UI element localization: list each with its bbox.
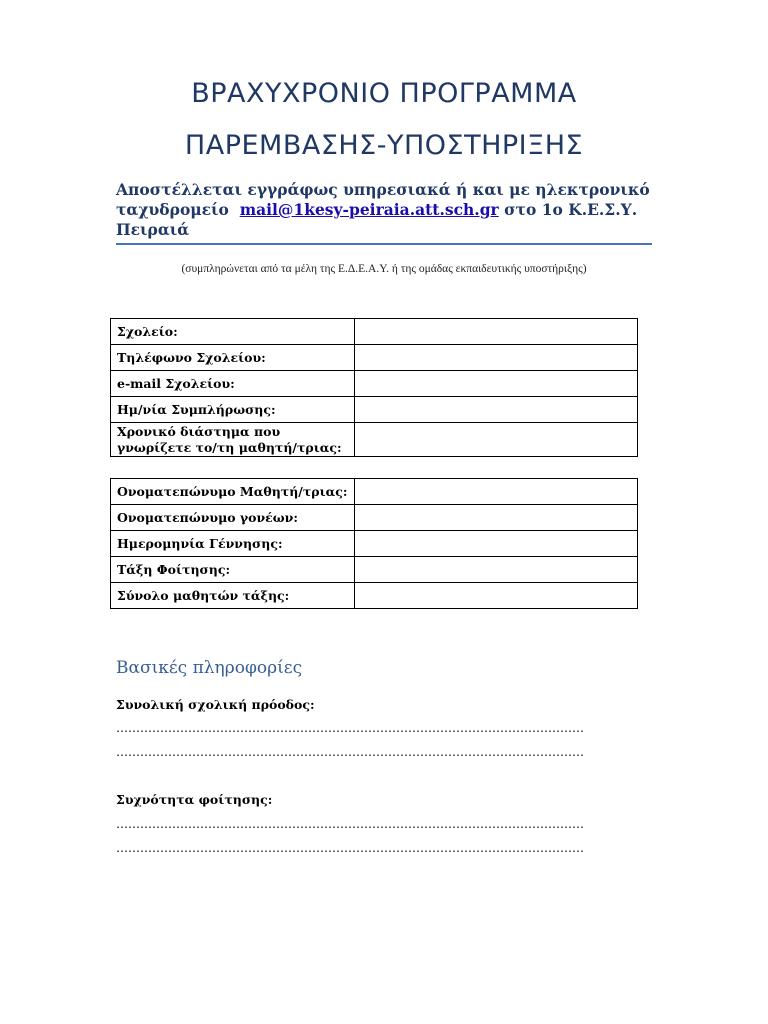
- student-name-field[interactable]: [355, 479, 638, 505]
- table-row: [111, 397, 638, 423]
- instructions-line-2: [116, 200, 656, 220]
- grade-label: Τάξη Φοίτησης:: [111, 557, 355, 583]
- instructions-suffix: στο 1ο Κ.Ε.Σ.Υ.: [504, 200, 638, 219]
- table-row: [111, 531, 638, 557]
- submission-instructions: [116, 180, 656, 240]
- attendance-line-2[interactable]: ………………………………………………………………………………………………………: [116, 841, 584, 855]
- school-progress-line-2[interactable]: ………………………………………………………………………………………………………: [116, 745, 584, 759]
- school-email-label: e-mail Σχολείου:: [111, 371, 355, 397]
- class-size-label: Σύνολο μαθητών τάξης:: [111, 583, 355, 609]
- class-size-field[interactable]: [355, 583, 638, 609]
- school-progress-label: Συνολική σχολική πρόοδος:: [116, 697, 315, 712]
- school-info-table: [110, 318, 638, 457]
- table-row: [111, 479, 638, 505]
- table-row: [111, 505, 638, 531]
- school-field[interactable]: [355, 319, 638, 345]
- acquaintance-period-label: Χρονικό διάστημα που γνωρίζετε το/τη μαθητή/τριας:: [111, 423, 355, 457]
- document-title-line-2: ΠΑΡΕΜΒΑΣΗΣ-ΥΠΟΣΤΗΡΙΞΗΣ: [184, 130, 584, 161]
- table-row: [111, 557, 638, 583]
- attendance-label: Συχνότητα φοίτησης:: [116, 792, 273, 807]
- document-title-line-1: ΒΡΑΧΥΧΡΟΝΙΟ ΠΡΟΓΡΑΜΜΑ: [191, 78, 577, 109]
- basic-info-heading: Βασικές πληροφορίες: [116, 658, 303, 678]
- birth-date-field[interactable]: [355, 531, 638, 557]
- table-row: [111, 345, 638, 371]
- table-row: [111, 319, 638, 345]
- instructions-line-3: Πειραιά: [116, 220, 190, 239]
- student-info-table: [110, 478, 638, 609]
- student-name-label: Ονοματεπώνυμο Μαθητή/τριας:: [111, 479, 355, 505]
- acquaintance-period-field[interactable]: [355, 423, 638, 457]
- instructions-prefix: ταχυδρομείο: [116, 200, 229, 219]
- school-label: Σχολείο:: [111, 319, 355, 345]
- completion-date-label: Ημ/νία Συμπλήρωσης:: [111, 397, 355, 423]
- school-phone-field[interactable]: [355, 345, 638, 371]
- parents-name-label: Ονοματεπώνυμο γονέων:: [111, 505, 355, 531]
- birth-date-label: Ημερομηνία Γέννησης:: [111, 531, 355, 557]
- header-divider: [116, 243, 652, 245]
- completion-date-field[interactable]: [355, 397, 638, 423]
- grade-field[interactable]: [355, 557, 638, 583]
- email-link[interactable]: mail@1kesy-peiraia.att.sch.gr: [239, 200, 499, 219]
- school-progress-line-1[interactable]: ………………………………………………………………………………………………………: [116, 721, 584, 735]
- fill-in-note: (συμπληρώνεται από τα μέλη της Ε.Δ.Ε.Α.Υ. ή της ομάδας εκπαιδευτικής υποστήριξης): [181, 263, 587, 275]
- instructions-line-1: Αποστέλλεται εγγράφως υπηρεσιακά ή και με ηλεκτρονικό: [116, 180, 650, 199]
- table-row: [111, 583, 638, 609]
- table-row: [111, 371, 638, 397]
- table-row: [111, 423, 638, 457]
- attendance-line-1[interactable]: ………………………………………………………………………………………………………: [116, 817, 584, 831]
- parents-name-field[interactable]: [355, 505, 638, 531]
- school-email-field[interactable]: [355, 371, 638, 397]
- school-phone-label: Τηλέφωνο Σχολείου:: [111, 345, 355, 371]
